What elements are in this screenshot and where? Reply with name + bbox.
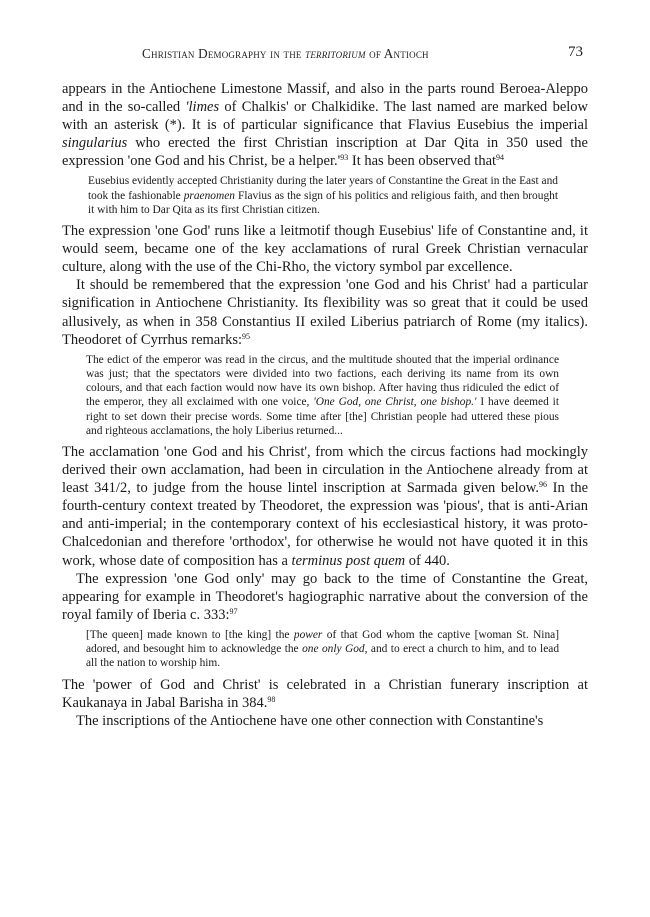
block-quote-theodoret: The edict of the emperor was read in the circus, and the multitude shouted that the imperial ordinance was just; that the spectators were divided into two factions, each deriving its name from its own colours, and that each faction would now have its own bishop. After having thus ridiculed the edict of the emperor, they all exclaimed with one voice, 'One God, one Christ, one bishop.' I have deemed it right to set down their precise words. Some time after [the] Christian people had uttered these pious and righteous acclamations, the holy Liberius returned... xyxy=(86,353,560,437)
paragraph-5: The expression 'one God only' may go back to the time of Constantine the Great, appearing for example in Theodoret's hagiographic narrative about the conversion of the royal family of Iberia c. 333:$^{97}$ xyxy=(62,570,588,623)
footnote-ref-95[interactable]: 95 xyxy=(242,331,250,341)
block-quote-eusebius: Eusebius evidently accepted Christianity during the later years of Constantine the Great in the East and took the fashionable praenomen Flavius as the sign of his politics and religious faith, and then brought it with him to Dar Qita as its first Christian citizen. xyxy=(88,175,559,216)
paragraph-7: The inscriptions of the Antiochene have one other connection with Constantine's xyxy=(76,712,544,729)
paragraph-3: It should be remembered that the expression 'one God and his Christ' had a particular signification in Antiochene Christianity. Its flexibility was so great that it could be used allusively, as when in 358 Constantius II exiled Liberius patriarch of Rome (my italics). Theodoret of Cyrrhus remarks:$^{95}$ xyxy=(62,277,588,348)
paragraph-6: The 'power of God and Christ' is celebrated in a Christian funerary inscription at Kaukanaya in Jabal Barisha in 384.98 xyxy=(62,676,588,711)
paragraph-4: The acclamation 'one God and his Christ', from which the circus factions had mockingly derived their own acclamation, had been in circulation in the Antiochene already from at least 341/2, to judge from the house lintel inscription at Sarmada given below.$^{96}$ In the fourth-century context treated by Theodoret, the expression was 'pious', that is anti-Arian and anti-imperial; in the contemporary context of his ecclesiastical history, it was proto-Chalcedonian and therefore 'orthodox', for otherwise he would not have quoted it in this work, whose date of composition has a terminus post quem of 440. xyxy=(62,443,589,569)
block-quote-iberia: [The queen] made known to [the king] the power of that God whom the captive [woman St. Nina] adored, and besought him to acknowledge the one only God, and to erect a church to him, and to lead all the nation to worship him. xyxy=(86,628,560,670)
paragraph-2: The expression 'one God' runs like a leitmotif though Eusebius' life of Constantine and, it would seem, became one of the key acclamations of rural Greek Christian vernacular culture, along with the use of the Chi-Rho, the victory symbol par excellence. xyxy=(62,223,588,276)
footnote-ref-97[interactable]: 97 xyxy=(229,606,238,616)
page-header xyxy=(0,44,650,68)
footnote-ref-94[interactable]: 94 xyxy=(496,153,505,163)
footnote-ref-93[interactable]: 93 xyxy=(340,153,349,163)
paragraph-1: appears in the Antiochene Limestone Massif, and also in the parts round Beroea-Aleppo and in the so-called 'limes of Chalkis' or Chalkidike. The last named are marked below with an asterisk (*). It is of particular significance that Flavius Eusebius the imperial singularius who erected the first Christian inscription at Dar Qita in 350 used the expression 'one God and his Christ, be a $helper.'^{93}$ It has been observed that$^{94}$ xyxy=(62,81,589,170)
running-head: Christian Demography in the territorium of Antioch xyxy=(142,46,429,61)
footnote-ref-96[interactable]: 96 xyxy=(539,480,548,490)
main-text xyxy=(62,80,588,730)
footnote-ref-98[interactable]: 98 xyxy=(267,694,276,704)
page-number: 73 xyxy=(568,44,583,60)
